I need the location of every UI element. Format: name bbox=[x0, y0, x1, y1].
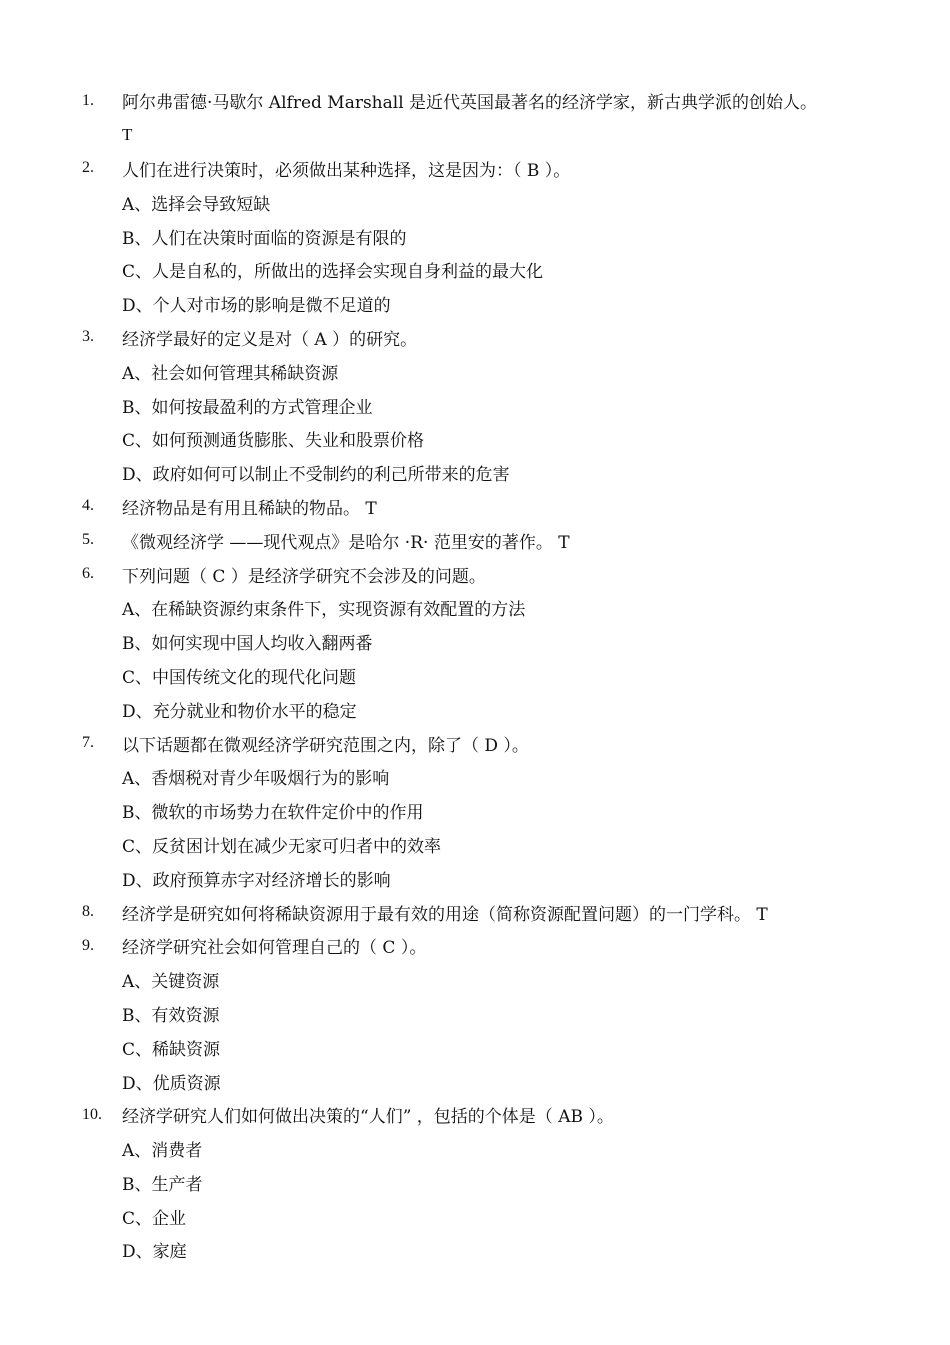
answer-option bbox=[82, 456, 902, 490]
answer-option-text: D、个人对市场的影响是微不足道的 bbox=[122, 296, 391, 317]
question-number: 9. bbox=[82, 936, 94, 954]
answer-option-text: B、人们在决策时面临的资源是有限的 bbox=[122, 228, 407, 249]
answer-option-text: B、有效资源 bbox=[122, 1005, 220, 1026]
answer-option bbox=[82, 253, 902, 287]
question-item bbox=[82, 929, 902, 1098]
question-text: 经济学研究人们如何做出决策的“人们” ，包括的个体是（ AB ）。 bbox=[122, 1107, 614, 1128]
question-list bbox=[82, 84, 902, 1267]
answer-option bbox=[82, 219, 902, 253]
answer-option-text: D、政府如何可以制止不受制约的利己所带来的危害 bbox=[122, 465, 510, 486]
answer-option-text: A、社会如何管理其稀缺资源 bbox=[122, 363, 339, 384]
question-row bbox=[82, 1098, 902, 1132]
answer-option-text: C、如何预测通货膨胀、失业和股票价格 bbox=[122, 431, 425, 452]
question-number: 1. bbox=[82, 91, 94, 109]
question-item bbox=[82, 557, 902, 726]
answer-option-text: B、生产者 bbox=[122, 1174, 203, 1195]
question-item bbox=[82, 523, 902, 557]
question-item bbox=[82, 152, 902, 321]
question-number: 5. bbox=[82, 531, 94, 549]
question-row bbox=[82, 321, 902, 355]
answer-option-text: C、企业 bbox=[122, 1208, 187, 1229]
question-text: 以下话题都在微观经济学研究范围之内，除了（ D ）。 bbox=[122, 735, 529, 756]
answer-option bbox=[82, 1199, 902, 1233]
answer-option bbox=[82, 760, 902, 794]
question-row bbox=[82, 84, 902, 118]
question-item bbox=[82, 895, 902, 929]
question-row bbox=[82, 490, 902, 524]
question-answer: T bbox=[122, 124, 133, 144]
answer-option bbox=[82, 287, 902, 321]
answer-option bbox=[82, 692, 902, 726]
question-text: 人们在进行决策时，必须做出某种选择，这是因为：（ B ）。 bbox=[122, 160, 571, 181]
question-item bbox=[82, 726, 902, 895]
question-number: 4. bbox=[82, 497, 94, 515]
question-text: 经济学是研究如何将稀缺资源用于最有效的用途（简称资源配置问题）的一门学科。 T bbox=[122, 904, 768, 925]
question-text: 下列问题（ C ）是经济学研究不会涉及的问题。 bbox=[122, 566, 486, 587]
answer-option bbox=[82, 388, 902, 422]
answer-option-text: A、选择会导致短缺 bbox=[122, 194, 271, 215]
answer-option-text: B、如何按最盈利的方式管理企业 bbox=[122, 397, 373, 418]
question-text: 阿尔弗雷德·马歇尔 Alfred Marshall 是近代英国最著名的经济学家，新古典学派的创始人。 bbox=[122, 93, 818, 114]
question-row bbox=[82, 523, 902, 557]
question-row bbox=[82, 895, 902, 929]
question-text: 经济学最好的定义是对（ A ）的研究。 bbox=[122, 329, 418, 350]
answer-option-text: C、反贫困计划在减少无家可归者中的效率 bbox=[122, 836, 442, 857]
answer-option-text: C、中国传统文化的现代化问题 bbox=[122, 667, 357, 688]
question-item bbox=[82, 84, 902, 152]
question-text: 经济物品是有用且稀缺的物品。 T bbox=[122, 498, 377, 519]
answer-option-text: D、充分就业和物价水平的稳定 bbox=[122, 701, 357, 722]
answer-option-text: B、如何实现中国人均收入翻两番 bbox=[122, 634, 373, 655]
answer-option bbox=[82, 963, 902, 997]
answer-option-text: D、优质资源 bbox=[122, 1073, 221, 1094]
answer-option bbox=[82, 1064, 902, 1098]
question-number: 7. bbox=[82, 734, 94, 752]
question-row bbox=[82, 557, 902, 591]
question-text: 《微观经济学 ——现代观点》是哈尔 ·R· 范里安的著作。 T bbox=[122, 532, 570, 553]
answer-option-text: A、关键资源 bbox=[122, 972, 220, 993]
answer-option-text: D、家庭 bbox=[122, 1242, 187, 1263]
question-number: 10. bbox=[82, 1105, 102, 1123]
answer-option bbox=[82, 997, 902, 1031]
answer-option-text: A、香烟税对青少年吸烟行为的影响 bbox=[122, 769, 390, 790]
answer-option bbox=[82, 861, 902, 895]
answer-option-text: C、人是自私的，所做出的选择会实现自身利益的最大化 bbox=[122, 262, 544, 283]
answer-option bbox=[82, 659, 902, 693]
answer-option bbox=[82, 828, 902, 862]
answer-option bbox=[82, 794, 902, 828]
question-item bbox=[82, 321, 902, 490]
question-row bbox=[82, 152, 902, 186]
answer-option bbox=[82, 625, 902, 659]
answer-option bbox=[82, 1233, 902, 1267]
question-number: 8. bbox=[82, 903, 94, 921]
question-number: 6. bbox=[82, 565, 94, 583]
question-item bbox=[82, 1098, 902, 1267]
question-text: 经济学研究社会如何管理自己的（ C ）。 bbox=[122, 938, 427, 959]
answer-option bbox=[82, 1030, 902, 1064]
answer-option bbox=[82, 591, 902, 625]
answer-option bbox=[82, 185, 902, 219]
answer-option bbox=[82, 1132, 902, 1166]
question-item bbox=[82, 490, 902, 524]
question-row bbox=[82, 726, 902, 760]
answer-option-text: D、政府预算赤字对经济增长的影响 bbox=[122, 870, 391, 891]
question-number: 3. bbox=[82, 328, 94, 346]
answer-option bbox=[82, 1166, 902, 1200]
question-number: 2. bbox=[82, 159, 94, 177]
answer-option-text: A、消费者 bbox=[122, 1141, 203, 1162]
answer-option bbox=[82, 422, 902, 456]
answer-option-text: B、微软的市场势力在软件定价中的作用 bbox=[122, 803, 424, 824]
question-row bbox=[82, 929, 902, 963]
question-answer-line bbox=[82, 118, 902, 152]
answer-option bbox=[82, 354, 902, 388]
answer-option-text: C、稀缺资源 bbox=[122, 1039, 221, 1060]
answer-option-text: A、在稀缺资源约束条件下，实现资源有效配置的方法 bbox=[122, 600, 526, 621]
